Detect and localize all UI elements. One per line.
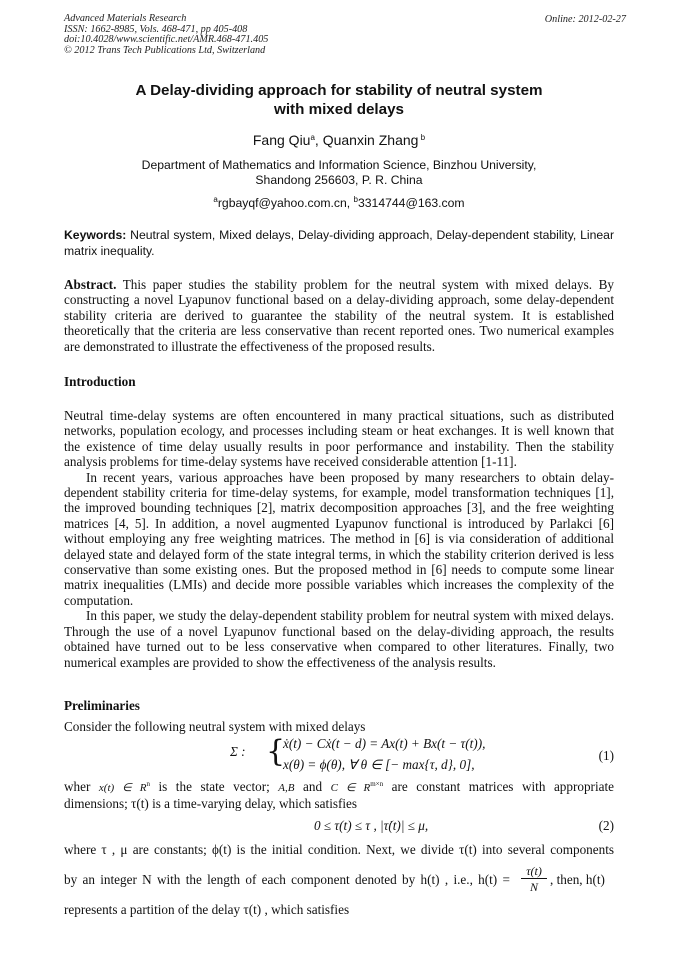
intro-paragraph-1: Neutral time-delay systems are often encountered in many practical situations, such as distributed networks, population ecology, and processes including steam or heat exchanges. It is well known that the existence of time delay usually results in poor performance and instability. Then the stability analysis problems for time-delay systems have received considerable attention [1-11]. bbox=[64, 408, 614, 470]
equation-1-line-1: ẋ(t) − Cẋ(t − d) = Ax(t) + Bx(t − τ(t)), bbox=[283, 736, 486, 751]
matrices-and: and bbox=[294, 779, 331, 794]
journal-name: Advanced Materials Research bbox=[64, 13, 187, 24]
equation-1-number: (1) bbox=[598, 748, 614, 763]
fraction-numerator: τ(t) bbox=[521, 864, 547, 879]
dimensions-line: dimensions; τ(t) is a time-varying delay, which satisfies bbox=[64, 796, 358, 811]
preliminaries-intro: Consider the following neutral system with mixed delays bbox=[64, 719, 366, 734]
abstract-text: This paper studies the stability problem for the neutral system with mixed delays. By constructing a novel Lyapunov functional based on a delay-dividing approach, some delay-dependent stability criteria are derived to guarantee the stability of the neutral system. It is established theoretically that the criteria are less conservative than recent reported ones. Two numerical examples are demonstrated to illustrate the effectiveness of the proposed results. bbox=[64, 277, 614, 354]
equation-1-brace: { bbox=[266, 734, 286, 769]
state-vector-symbol: x(t) ∈ R bbox=[98, 782, 147, 794]
online-date: Online: 2012-02-27 bbox=[544, 14, 626, 25]
matrix-c-dim: m×n bbox=[370, 780, 384, 788]
journal-meta bbox=[64, 14, 268, 56]
state-vector-dim: n bbox=[146, 780, 150, 788]
keywords-text: Neutral system, Mixed delays, Delay-dividing approach, Delay-dependent stability, Linear matrix inequality. bbox=[64, 228, 614, 258]
author-emails bbox=[64, 196, 614, 210]
copyright-line: © 2012 Trans Tech Publications Ltd, Switzerland bbox=[64, 44, 266, 56]
abstract bbox=[64, 277, 614, 354]
author-2: Quanxin Zhang bbox=[322, 132, 419, 148]
intro-paragraph-3: In this paper, we study the delay-dependent stability problem for neutral system with mixed delays. Through the use of a novel Lyapunov functional based on the delay-dividing approach, the results obtained have turned out to be less conservative when compared to other literatures. Finally, two numerical examples are provided to show the effectiveness of the analysis results. bbox=[64, 608, 614, 670]
abstract-label: Abstract. bbox=[64, 277, 117, 292]
author-1-mark: a bbox=[310, 133, 315, 142]
intro-paragraph-2: In recent years, various approaches have been proposed by many researchers to obtain delay-dependent stability criteria for time-delay systems, for example, model transformation techniques [1], the improved bounding techniques [2], matrix decomposition approaches [3], and the free weighting matrices [4, 5]. In addition, a novel augmented Lyapunov functional is introduced by Parlakci [6] without employing any free weighting matrices. The method in [6] is via consideration of additional delayed state and delayed form of the state integral terms, in which the stability criterion derived is less conservative than some existing ones. But the proposed method in [6] needs to compute some linear matrix inequalities (LMIs) and decide more possible variables which increases the complexity of the computation. bbox=[64, 469, 614, 608]
affiliation bbox=[64, 158, 614, 188]
email-a-mark: a bbox=[213, 195, 218, 204]
preliminaries-heading: Preliminaries bbox=[64, 698, 140, 713]
title-line-2: with mixed delays bbox=[274, 100, 404, 118]
matrices-ab: A,B bbox=[278, 782, 295, 794]
author-list bbox=[64, 132, 614, 148]
matrix-c-symbol: C ∈ R bbox=[330, 782, 371, 794]
affiliation-line-2: Shandong 256603, P. R. China bbox=[255, 173, 423, 187]
equation-1-line-2: x(θ) = ϕ(θ), ∀ θ ∈ [− max{τ, d}, 0], bbox=[283, 757, 475, 772]
email-b-mark: b bbox=[353, 195, 358, 204]
affiliation-line-1: Department of Mathematics and Information Science, Binzhou University, bbox=[141, 158, 537, 172]
email-b: 3314744@163.com bbox=[358, 196, 465, 210]
title-line-1: A Delay-dividing approach for stability of neutral system bbox=[135, 82, 543, 99]
partition-continuation: represents a partition of the delay τ(t) , which satisfies bbox=[64, 902, 350, 917]
fraction-denominator: N bbox=[529, 880, 538, 894]
equation-2: 0 ≤ τ(t) ≤ τ , |τ̇(t)| ≤ μ, bbox=[314, 818, 429, 833]
issn-line: ISSN: 1662-8985, Vols. 468-471, pp 405-408 bbox=[64, 23, 248, 35]
partition-line bbox=[64, 864, 614, 898]
equation-1-lhs: Σ : bbox=[230, 744, 246, 759]
state-vector-word: wher bbox=[64, 779, 91, 794]
introduction-heading: Introduction bbox=[64, 374, 136, 389]
author-1: Fang Qiu bbox=[252, 132, 311, 148]
introduction-body bbox=[64, 408, 614, 670]
keywords-label: Keywords: bbox=[64, 228, 127, 242]
constants-line: where τ , μ are constants; ϕ(t) is the initial condition. Next, we divide τ(t) into several components bbox=[64, 842, 614, 857]
matrices-text: are constant matrices with appropriate bbox=[383, 779, 614, 794]
state-vector-line bbox=[64, 779, 614, 795]
keywords bbox=[64, 228, 614, 259]
equation-2-number: (2) bbox=[598, 818, 614, 833]
partition-text-end: , then, h(t) bbox=[550, 872, 605, 887]
state-vector-text: is the state vector; bbox=[149, 779, 270, 794]
email-a: rgbayqf@yahoo.com.cn, bbox=[217, 196, 354, 210]
paper-title bbox=[64, 82, 614, 119]
author-2-mark: b bbox=[418, 133, 426, 142]
author-separator: , bbox=[314, 132, 323, 148]
partition-text-start: by an integer N with the length of each component denoted by h(t) , i.e., h(t) = bbox=[64, 872, 510, 887]
doi-line: doi:10.4028/www.scientific.net/AMR.468-471.405 bbox=[64, 34, 269, 45]
